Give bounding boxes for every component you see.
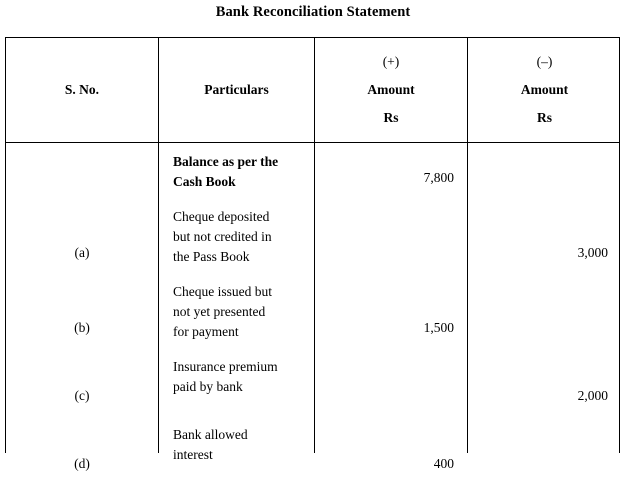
column-header-sno-label: S. No. [64, 82, 100, 98]
table-body [6, 143, 619, 471]
cell-amount-plus: 7,800 [423, 170, 454, 185]
column-header-amount-plus-unit: Rs [383, 110, 399, 126]
cell-particulars: Insurance premium paid by bank [173, 359, 278, 394]
table-row [6, 198, 619, 273]
cell-sno: (a) [74, 245, 90, 260]
column-header-amount-minus-unit: Rs [536, 110, 552, 126]
cell-sno [6, 143, 158, 198]
cell-particulars: Bank allowed interest [173, 427, 248, 462]
column-header-amount-minus-label: Amount [520, 81, 569, 97]
cell-amount-minus [468, 273, 621, 348]
cell-amount-minus [468, 416, 621, 484]
table-header-row [6, 38, 619, 142]
cell-amount-plus [315, 198, 467, 273]
table-row [6, 348, 619, 416]
column-header-particulars [159, 38, 314, 142]
cell-sno: (c) [74, 388, 90, 403]
cell-amount-plus: 400 [433, 456, 454, 471]
cell-amount-plus: 1,500 [423, 320, 454, 335]
cell-particulars: Cheque issued but not yet presented for payment [173, 284, 272, 339]
cell-amount-minus: 2,000 [577, 388, 608, 403]
table-row [6, 273, 619, 348]
minus-sign-label: (–) [536, 54, 553, 70]
column-header-sno [6, 38, 158, 142]
cell-particulars: Cheque deposited but not credited in the Pass Book [173, 209, 272, 264]
table-row [6, 143, 619, 198]
column-header-amount-minus [468, 38, 621, 142]
column-header-particulars-label: Particulars [204, 82, 269, 98]
plus-sign-label: (+) [382, 54, 400, 70]
page-title: Bank Reconciliation Statement [215, 4, 411, 20]
bank-reconciliation-table [5, 37, 620, 471]
table-row [6, 416, 619, 484]
column-header-amount-plus [315, 38, 467, 142]
cell-sno: (d) [74, 456, 90, 471]
cell-amount-minus [468, 143, 621, 198]
column-header-amount-plus-label: Amount [367, 81, 415, 97]
cell-sno: (b) [74, 320, 90, 335]
cell-amount-minus: 3,000 [577, 245, 608, 260]
cell-amount-plus [315, 348, 467, 416]
cell-particulars: Balance as per the Cash Book [173, 154, 279, 189]
